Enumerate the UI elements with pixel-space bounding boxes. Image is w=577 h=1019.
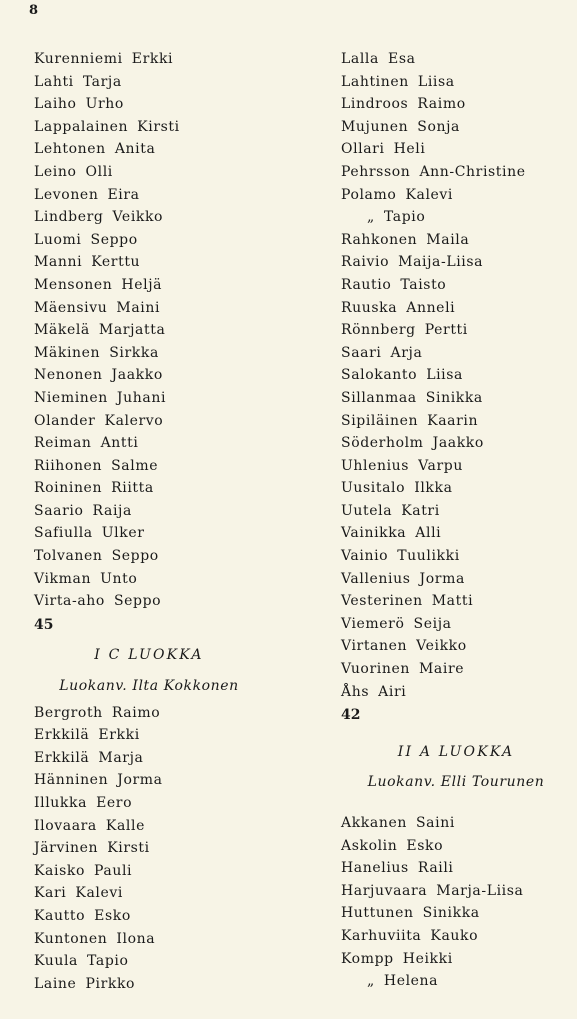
list-item: Vallenius Jorma <box>341 570 465 587</box>
list-item: Uhlenius Varpu <box>341 457 463 474</box>
student-count: 42 <box>341 707 361 724</box>
list-item: Järvinen Kirsti <box>34 840 150 857</box>
list-item: Rautio Taisto <box>341 276 447 293</box>
list-item: Raivio Maija-Liisa <box>341 254 484 271</box>
list-item: Roininen Riitta <box>34 480 154 497</box>
list-item: Mäkelä Marjatta <box>34 322 166 339</box>
list-item: Laine Pirkko <box>34 975 136 992</box>
name-list <box>341 48 573 703</box>
list-item: Vainio Tuulikki <box>341 548 460 565</box>
list-item: Uusitalo Ilkka <box>341 480 453 497</box>
list-item: Ilovaara Kalle <box>34 817 145 834</box>
list-item: Mensonen Heljä <box>34 276 163 293</box>
list-item: Ruuska Anneli <box>341 299 456 316</box>
page-number: 8 <box>29 3 39 18</box>
list-item: Lahtinen Liisa <box>341 73 455 90</box>
list-item: Sipiläinen Kaarin <box>341 412 479 429</box>
list-item: Kari Kalevi <box>34 885 123 902</box>
name-list <box>34 48 304 613</box>
list-item: Hanelius Raili <box>341 860 454 877</box>
list-item: Nieminen Juhani <box>34 389 167 406</box>
list-item: Kompp Heikki <box>341 950 453 967</box>
list-item: Kaisko Pauli <box>34 862 133 879</box>
list-item: Ollari Heli <box>341 141 426 158</box>
class-teacher: Luokanv. Ilta Kokkonen <box>59 678 239 695</box>
name-list <box>34 702 304 996</box>
list-item: Riihonen Salme <box>34 457 159 474</box>
list-item: Nenonen Jaakko <box>34 367 163 384</box>
list-item: Saari Arja <box>341 344 423 361</box>
list-item: Rönnberg Pertti <box>341 322 468 339</box>
list-item: Mäensivu Maini <box>34 299 161 316</box>
list-item: Olander Kalervo <box>34 412 164 429</box>
list-item: Lappalainen Kirsti <box>34 118 180 135</box>
name-list <box>341 812 573 993</box>
class-heading: I C LUOKKA <box>94 647 204 664</box>
list-item: Akkanen Saini <box>341 815 455 831</box>
list-item: Safiulla Ulker <box>34 525 145 542</box>
list-item: Lalla Esa <box>341 51 416 67</box>
list-item: Lahti Tarja <box>34 73 122 90</box>
list-item: Salokanto Liisa <box>341 367 463 384</box>
list-item: Lindberg Veikko <box>34 209 164 226</box>
list-item: Virtanen Veikko <box>341 638 467 655</box>
list-item: Viemerö Seija <box>341 615 452 632</box>
list-item: Huttunen Sinikka <box>341 905 480 922</box>
list-item: Sillanmaa Sinikka <box>341 389 483 406</box>
list-item: Polamo Kalevi <box>341 186 454 203</box>
list-item: Laiho Urho <box>34 96 124 113</box>
list-item: Pehrsson Ann-Christine <box>341 163 526 180</box>
class-teacher: Luokanv. Elli Tourunen <box>367 774 545 791</box>
list-item: Hänninen Jorma <box>34 772 163 789</box>
student-count: 45 <box>34 616 54 633</box>
list-item: Mujunen Sonja <box>341 118 461 135</box>
list-item: Kuntonen Ilona <box>34 930 156 947</box>
list-item: Lindroos Raimo <box>341 96 466 113</box>
list-item: Manni Kerttu <box>34 254 141 271</box>
list-item: Vesterinen Matti <box>341 593 474 610</box>
list-item: „ Tapio <box>367 209 426 226</box>
list-item: Vikman Unto <box>34 570 138 587</box>
list-item: Levonen Eira <box>34 186 140 203</box>
list-item: Rahkonen Maila <box>341 231 470 248</box>
list-item: Askolin Esko <box>341 837 444 854</box>
list-item: Erkkilä Marja <box>34 749 144 766</box>
list-item: Kautto Esko <box>34 907 131 924</box>
list-item: Luomi Seppo <box>34 231 138 248</box>
list-item: Bergroth Raimo <box>34 704 161 721</box>
list-item: Harjuvaara Marja-Liisa <box>341 882 524 899</box>
list-item: Reiman Antti <box>34 435 139 452</box>
list-item: Leino Olli <box>34 163 113 180</box>
list-item: Kurenniemi Erkki <box>34 51 174 67</box>
list-item: Virta-aho Seppo <box>34 593 162 610</box>
list-item: Vainikka Alli <box>341 525 442 542</box>
list-item: Uutela Katri <box>341 502 440 519</box>
list-item: „ Helena <box>367 973 439 990</box>
list-item: Vuorinen Maire <box>341 661 465 678</box>
list-item: Tolvanen Seppo <box>34 548 159 565</box>
list-item: Lehtonen Anita <box>34 141 156 158</box>
list-item: Mäkinen Sirkka <box>34 344 159 361</box>
list-item: Åhs Airi <box>341 683 407 700</box>
right-column <box>341 48 573 993</box>
class-heading: II A LUOKKA <box>397 743 515 760</box>
list-item: Karhuviita Kauko <box>341 927 479 944</box>
list-item: Illukka Eero <box>34 795 133 811</box>
list-item: Kuula Tapio <box>34 953 129 970</box>
list-item: Saario Raija <box>34 502 132 519</box>
list-item: Erkkilä Erkki <box>34 727 140 744</box>
list-item: Söderholm Jaakko <box>341 435 484 452</box>
left-column <box>34 48 304 995</box>
